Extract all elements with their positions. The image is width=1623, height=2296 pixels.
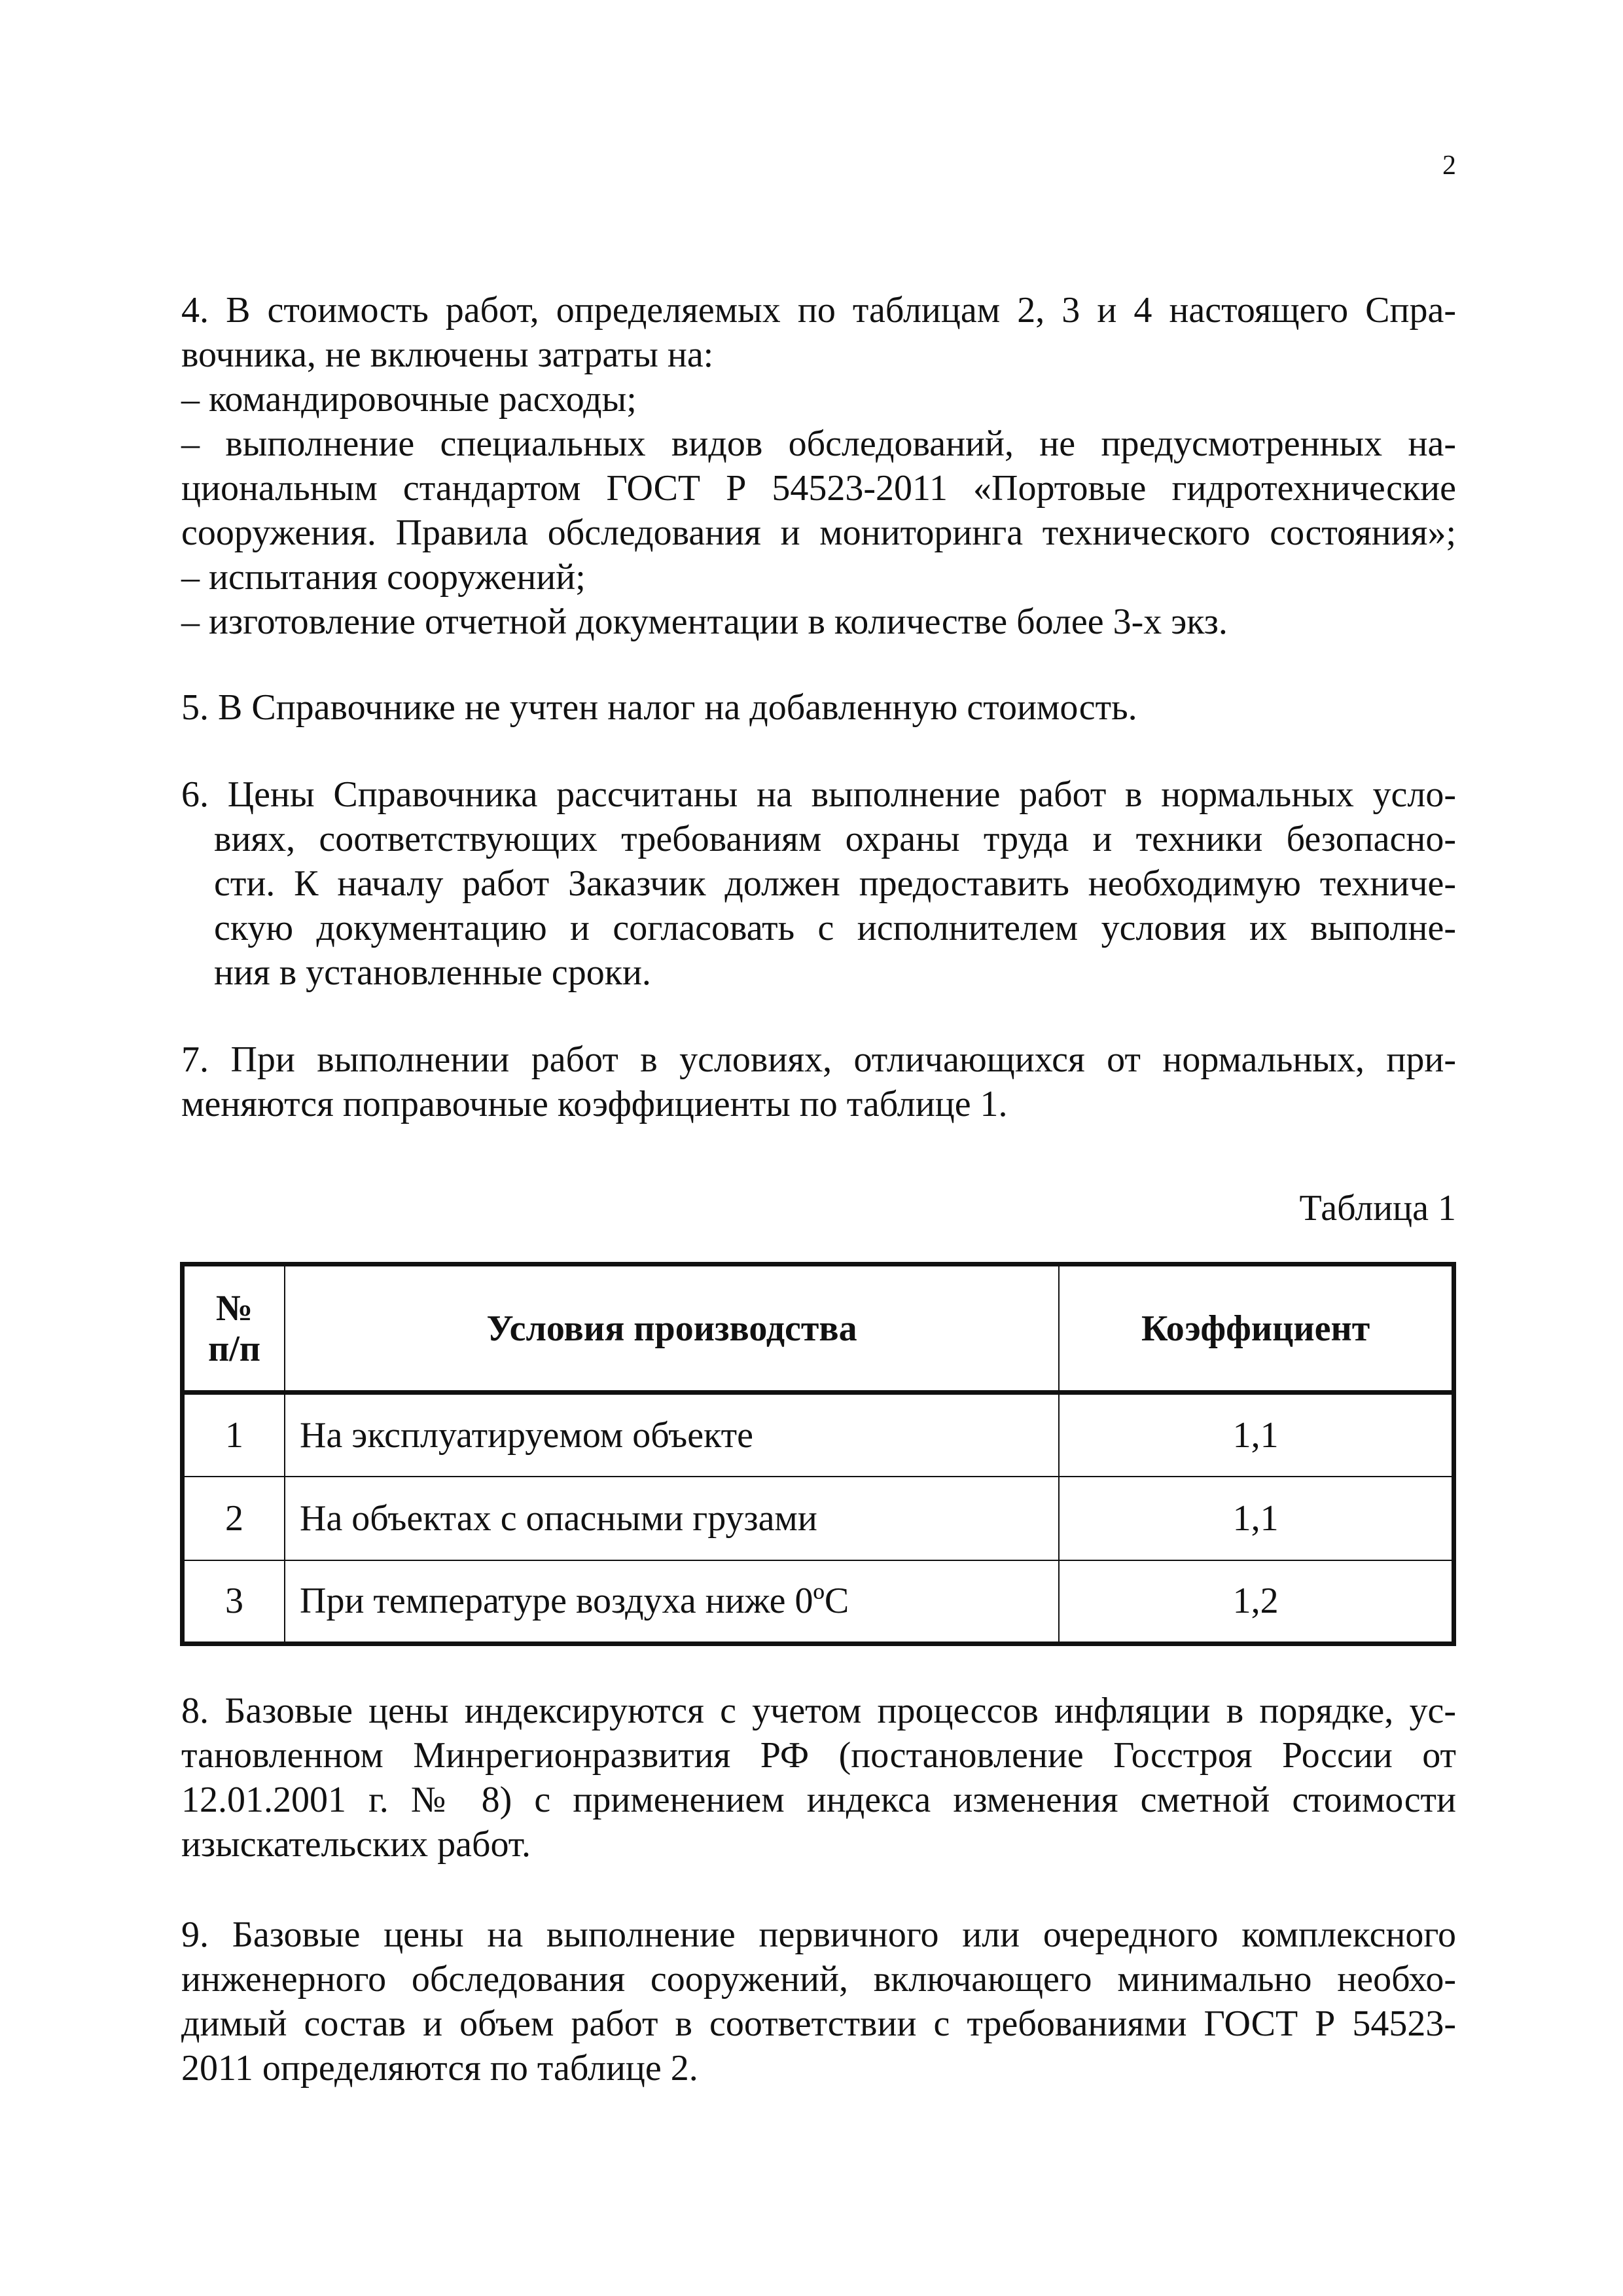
paragraph-6-line: ния в установленные сроки. xyxy=(214,952,651,993)
paragraph-6-line: скую документацию и согласовать с исполнителем условия их выполне- xyxy=(214,908,1456,948)
table-1-caption: Таблица 1 xyxy=(1299,1188,1456,1229)
coefficients-table xyxy=(180,1262,1456,1646)
paragraph-9-line: димый состав и объем работ в соответствии с требованиями ГОСТ Р 54523- xyxy=(181,2003,1456,2044)
paragraph-6-line: сти. К началу работ Заказчик должен предоставить необходимую техниче- xyxy=(214,863,1456,904)
header-coefficient: Коэффициент xyxy=(1059,1265,1454,1393)
paragraph-7-line: 7. При выполнении работ в условиях, отличающихся от нормальных, при- xyxy=(181,1039,1456,1080)
header-number xyxy=(183,1265,285,1393)
paragraph-5-line: 5. В Справочнике не учтен налог на добавленную стоимость. xyxy=(181,687,1137,728)
paragraph-6 xyxy=(181,772,1456,995)
row-number: 1 xyxy=(183,1393,285,1477)
table-row xyxy=(183,1477,1454,1560)
header-conditions: Условия производства xyxy=(285,1265,1059,1393)
paragraph-6-line: 6. Цены Справочника рассчитаны на выполнение работ в нормальных усло- xyxy=(181,774,1456,815)
paragraph-9-line: 2011 определяются по таблице 2. xyxy=(181,2048,698,2089)
paragraph-8-line: 12.01.2001 г. № 8) с применением индекса изменения сметной стоимости xyxy=(181,1780,1456,1820)
paragraph-8-line: тановленном Минрегионразвития РФ (постановление Госстроя России от xyxy=(181,1735,1456,1776)
paragraph-4-line: – изготовление отчетной документации в количестве более 3-х экз. xyxy=(181,601,1228,642)
header-number-sign: № xyxy=(215,1287,253,1329)
page-number: 2 xyxy=(1442,151,1456,181)
paragraph-9-line: 9. Базовые цены на выполнение первичного или очередного комплексного xyxy=(181,1914,1456,1955)
row-number: 3 xyxy=(183,1560,285,1644)
row-coefficient: 1,1 xyxy=(1059,1393,1454,1477)
paragraph-4 xyxy=(181,288,1456,644)
header-number-abbrev: п/п xyxy=(207,1328,261,1369)
paragraph-5 xyxy=(181,685,1456,730)
row-coefficient: 1,1 xyxy=(1059,1477,1454,1560)
paragraph-6-line: виях, соответствующих требованиям охраны труда и техники безопасно- xyxy=(214,819,1456,859)
table-row xyxy=(183,1393,1454,1477)
paragraph-8-line: 8. Базовые цены индексируются с учетом процессов инфляции в порядке, ус- xyxy=(181,1691,1456,1731)
table-row xyxy=(183,1560,1454,1644)
table-header-row xyxy=(183,1265,1454,1393)
paragraph-4-line: – выполнение специальных видов обследований, не предусмотренных на- xyxy=(181,423,1456,464)
paragraph-4-line: – командировочные расходы; xyxy=(181,379,637,420)
paragraph-4-line: сооружения. Правила обследования и мониторинга технического состояния»; xyxy=(181,512,1456,553)
paragraph-9-line: инженерного обследования сооружений, включающего минимально необхо- xyxy=(181,1959,1456,2000)
paragraph-4-line: вочника, не включены затраты на: xyxy=(181,334,714,375)
row-coefficient: 1,2 xyxy=(1059,1560,1454,1644)
row-condition: На эксплуатируемом объекте xyxy=(285,1393,1059,1477)
paragraph-8 xyxy=(181,1689,1456,1867)
row-condition: При температуре воздуха ниже 0ºС xyxy=(285,1560,1059,1644)
paragraph-4-line: циональным стандартом ГОСТ Р 54523-2011 «Портовые гидротехнические xyxy=(181,468,1456,509)
paragraph-4-line: – испытания сооружений; xyxy=(181,557,586,598)
paragraph-9 xyxy=(181,1912,1456,2090)
row-condition: На объектах с опасными грузами xyxy=(285,1477,1059,1560)
paragraph-4-line: 4. В стоимость работ, определяемых по таблицам 2, 3 и 4 настоящего Спра- xyxy=(181,290,1456,331)
paragraph-8-line: изыскательских работ. xyxy=(181,1824,531,1865)
paragraph-7-line: меняются поправочные коэффициенты по таблице 1. xyxy=(181,1084,1008,1124)
row-number: 2 xyxy=(183,1477,285,1560)
paragraph-7 xyxy=(181,1037,1456,1126)
